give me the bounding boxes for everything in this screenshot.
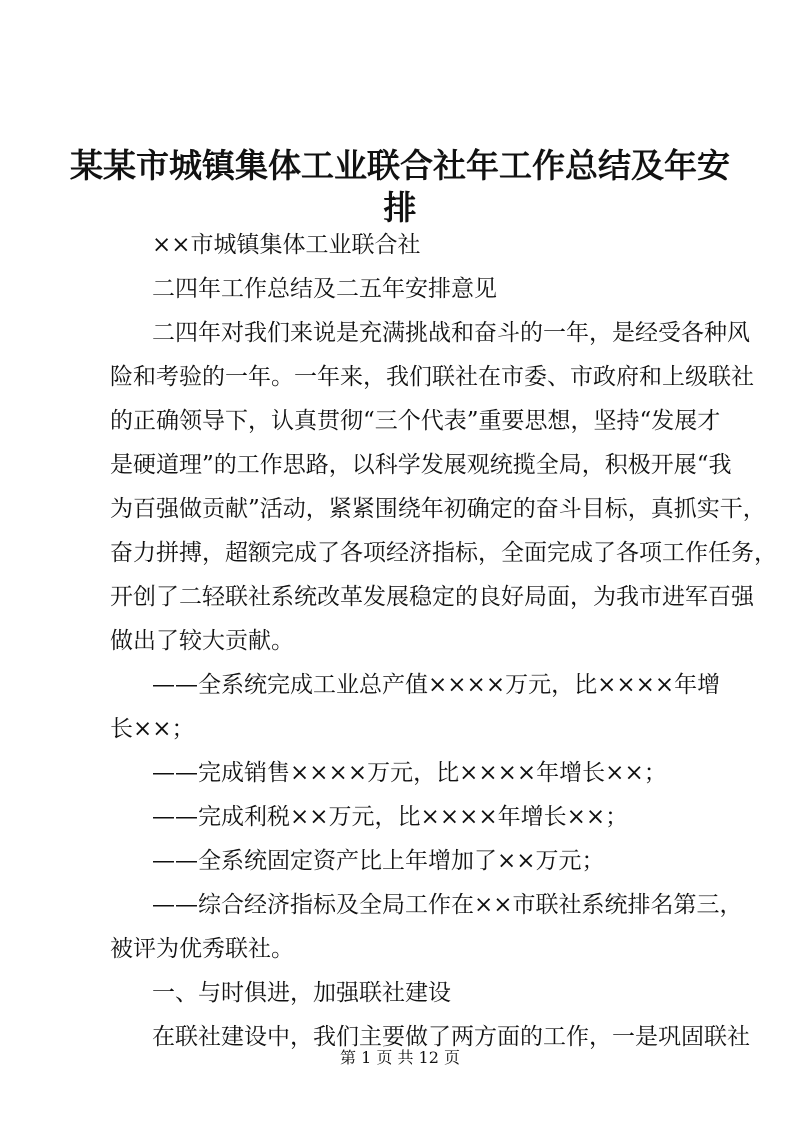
body-line: 是硬道理”的工作思路，以科学发展观统揽全局，积极开展“我 [110,452,732,478]
bullet-line: 被评为优秀联社。 [110,936,294,962]
body-line: 为百强做贡献”活动，紧紧围绕年初确定的奋斗目标，真抓实干， [110,496,766,522]
body-line: 开创了二轻联社系统改革发展稳定的良好局面，为我市进军百强 [110,584,754,610]
body-line: 的正确领导下，认真贯彻“三个代表”重要思想，坚持“发展才 [110,408,721,434]
body-line: 在联社建设中，我们主要做了两方面的工作，一是巩固联社 [152,1024,750,1050]
body-line: 险和考验的一年。一年来，我们联社在市委、市政府和上级联社 [110,364,754,390]
bullet-line: ——完成利税××万元，比××××年增长××； [152,804,629,830]
page-footer: 第 1 页 共 12 页 [340,1048,460,1067]
bullet-line: ——完成销售××××万元，比××××年增长××； [152,760,667,786]
bullet-line: ——全系统固定资产比上年增加了××万元； [152,848,605,874]
section-heading: 一、与时俱进，加强联社建设 [152,980,451,1006]
org-name-line: ××市城镇集体工业联合社 [152,232,421,258]
subtitle-line: 二四年工作总结及二五年安排意见 [152,276,497,302]
body-line: 做出了较大贡献。 [110,628,294,654]
body-line: 二四年对我们来说是充满挑战和奋斗的一年，是经受各种风 [152,320,750,346]
body-line: 奋力拼搏，超额完成了各项经济指标，全面完成了各项工作任务， [110,540,777,566]
bullet-line: ——全系统完成工业总产值××××万元，比××××年增 [152,672,721,698]
bullet-line: ——综合经济指标及全局工作在××市联社系统排名第三， [152,892,743,918]
document-title-line-1: 某某市城镇集体工业联合社年工作总结及年安 [70,146,730,185]
document-title-line-2: 排 [383,188,417,227]
bullet-line: 长××； [110,716,195,742]
